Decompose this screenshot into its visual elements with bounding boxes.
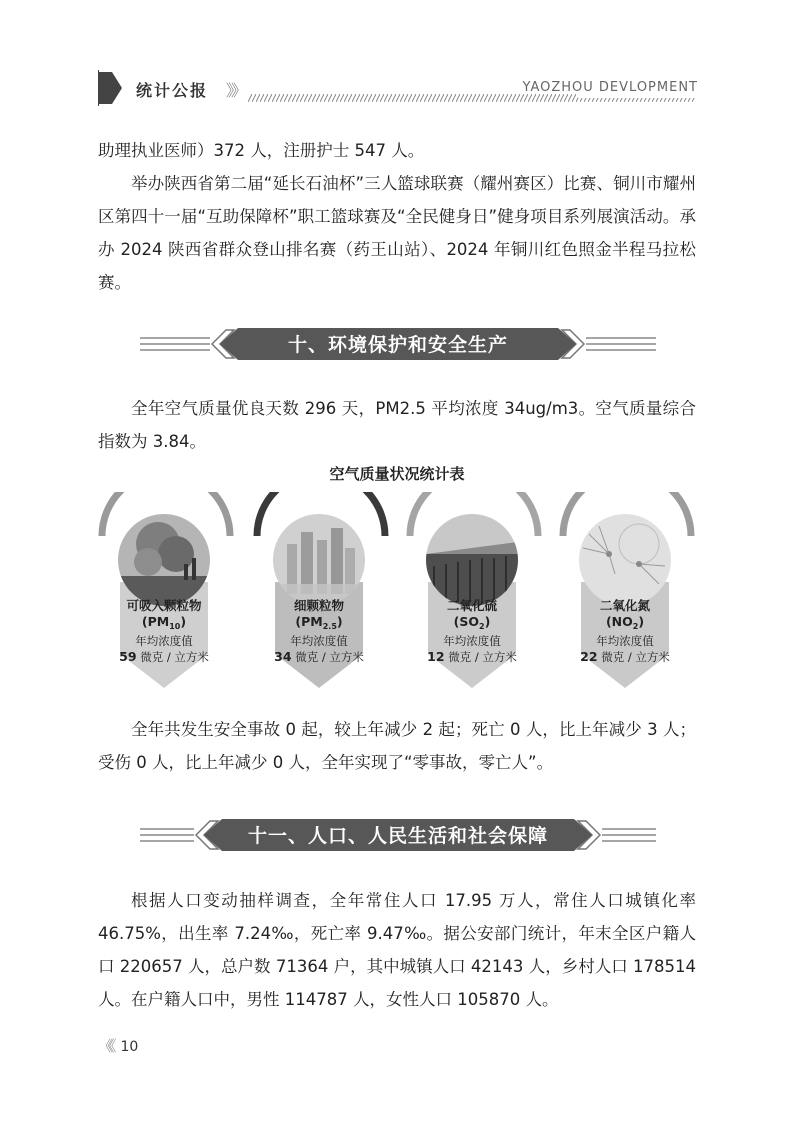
card-name: 细颗粒物 [293, 598, 344, 613]
card-name: 二氧化氮 [599, 598, 650, 613]
card-label: 年均浓度值 [135, 634, 193, 648]
header-hatched-line [248, 94, 696, 102]
air-table-title: 空气质量状况统计表 [329, 465, 465, 483]
page-footer [98, 1035, 138, 1056]
card-value: 12 微克 / 立方米 [427, 649, 517, 664]
card-label: 年均浓度值 [443, 634, 501, 648]
header-arrows-icon: 》》 [226, 81, 245, 100]
card-formula: $(NO_2)$ [605, 614, 645, 631]
card-label: 年均浓度值 [290, 634, 348, 648]
industrial-plant-photo [426, 514, 518, 606]
paragraph-population: 根据人口变动抽样调查，全年常住人口 17.95 万人，常住人口城镇化率 46.75%，出生率 7.24‰，死亡率 9.47‰。据公安部门统计，年末全区户籍人口 220657 人，总户数 71364 户，其中城镇人口 42143 人，乡村人口 178514 人。在户籍人口中，男性 114787 人，女性人口 105870 人。 [98, 891, 696, 1009]
paragraph-health: 助理执业医师）372 人，注册护士 547 人。 [98, 141, 425, 160]
footer-arrows-icon: 《《 [98, 1037, 113, 1055]
air-card-so2 [404, 492, 544, 692]
paragraph-sports: 举办陕西省第二届“延长石油杯”三人篮球联赛（耀州赛区）比赛、铜川市耀州区第四十一届“互助保障杯”职工篮球赛及“全民健身日”健身项目系列展演活动。承办 2024 陕西省群众登山排名赛（药王山站）、2024 年铜川红色照金半程马拉松赛。 [98, 174, 696, 292]
card-value: 22 微克 / 立方米 [580, 649, 670, 664]
paragraph-safety: 全年共发生安全事故 0 起，较上年减少 2 起；死亡 0 人，比上年减少 3 人；受伤 0 人，比上年减少 0 人，全年实现了“零事故，零亡人”。 [98, 720, 696, 772]
card-formula: $(PM_{10})$ [141, 614, 187, 631]
page-header [98, 70, 698, 110]
card-value: 59 微克 / 立方米 [119, 649, 209, 664]
header-subtitle-en: YAOZHOU DEVLOPMENT [522, 80, 698, 95]
air-card-pm25 [251, 492, 391, 692]
section-title-11: 十一、人口、人民生活和社会保障 [247, 825, 548, 847]
card-label: 年均浓度值 [596, 634, 654, 648]
factory-smoke-photo [118, 514, 210, 606]
smog-city-photo [273, 514, 365, 606]
section-banner-11 [140, 815, 656, 855]
card-value: 34 微克 / 立方米 [274, 649, 364, 664]
section-title-10: 十、环境保护和安全生产 [287, 334, 508, 356]
air-card-pm10 [96, 492, 236, 692]
card-name: 二氧化硫 [446, 598, 497, 613]
header-title: 统计公报 [136, 81, 209, 100]
section-banner-10 [140, 324, 656, 364]
card-name: 可吸入颗粒物 [126, 598, 202, 613]
air-card-no2 [557, 492, 697, 692]
card-formula: $(PM_{2.5})$ [295, 614, 343, 631]
paragraph-air-quality: 全年空气质量优良天数 296 天，PM2.5 平均浓度 34ug/m3。空气质量综合指数为 3.84。 [98, 399, 696, 451]
page-number: 10 [120, 1039, 139, 1055]
dandelion-photo [579, 514, 671, 606]
card-formula: $(SO_2)$ [453, 614, 491, 631]
